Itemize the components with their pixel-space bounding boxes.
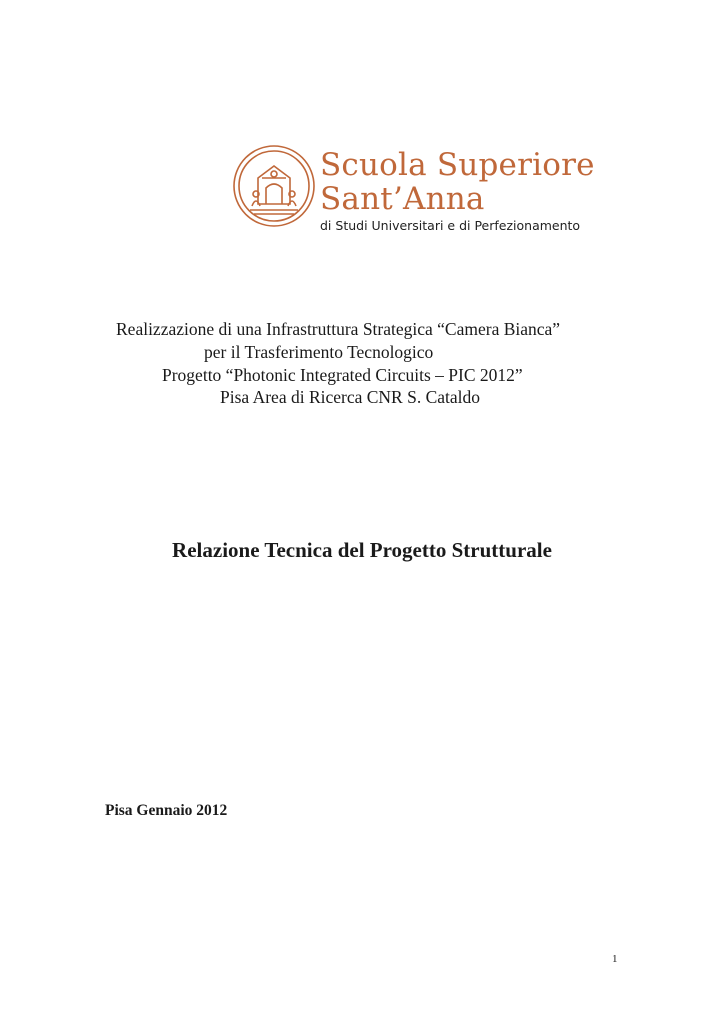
logo-name-line1: Scuola Superiore: [320, 147, 595, 183]
institution-logo: [232, 144, 595, 236]
header-line-1: Realizzazione di una Infrastruttura Strategica “Camera Bianca”: [116, 319, 561, 339]
logo-subtitle: di Studi Universitari e di Perfezionamento: [320, 218, 581, 233]
header-line-4: Pisa Area di Ricerca CNR S. Cataldo: [220, 387, 481, 407]
header-line-2: per il Trasferimento Tecnologico: [204, 342, 434, 362]
place-date: Pisa Gennaio 2012: [105, 802, 228, 819]
document-title: Relazione Tecnica del Progetto Strutturale: [172, 538, 552, 562]
page-number: 1: [612, 953, 618, 965]
header-line-3: Progetto “Photonic Integrated Circuits – PIC 2012”: [162, 365, 523, 385]
logo-name-line2: Sant’Anna: [320, 181, 485, 217]
seal-icon: [232, 144, 316, 228]
